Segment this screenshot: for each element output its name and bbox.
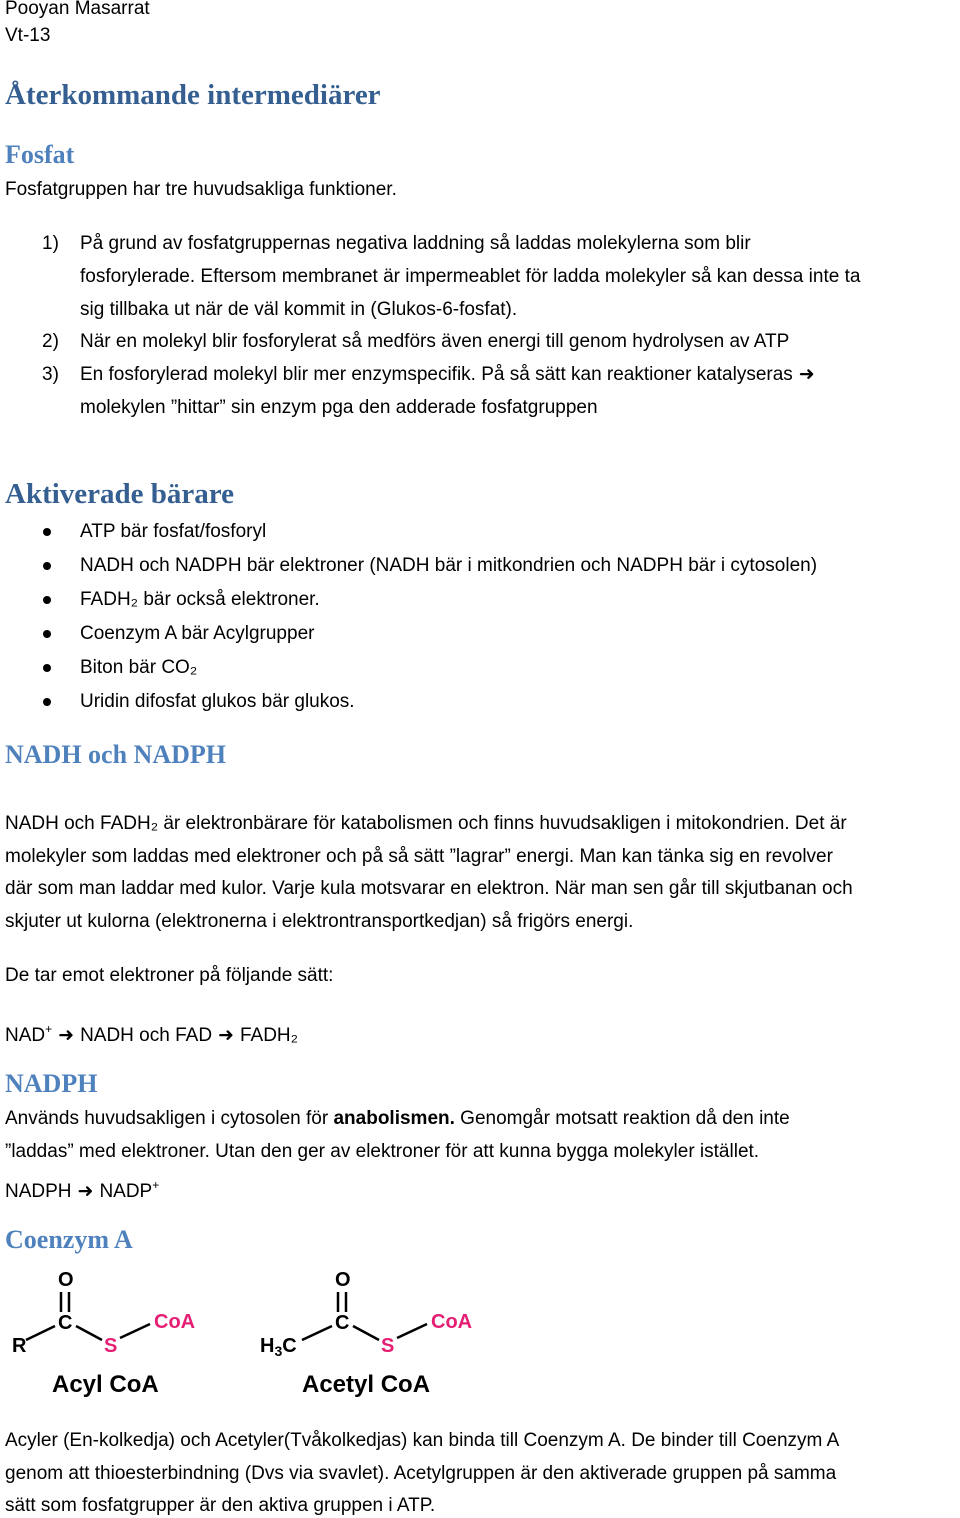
bullet-item: FADH₂ bär också elektroner.: [80, 589, 320, 610]
term-label: Vt-13: [5, 25, 51, 46]
eq-plus: +: [152, 1178, 160, 1192]
nad-equation: [5, 1017, 298, 1048]
eq-fadh2: FADH₂: [239, 1025, 299, 1046]
paragraph-line: molekyler som laddas med elektroner och på så sätt ”lagrar” energi. Man kan tänka sig en revolver: [5, 846, 833, 867]
fosfat-intro: Fosfatgruppen har tre huvudsakliga funktioner.: [5, 179, 397, 200]
paragraph-line: NADH och FADH₂ är elektronbärare för katabolismen och finns huvudsakligen i mitokondrien. Det är: [5, 813, 847, 834]
sulfur-label: S: [381, 1335, 395, 1357]
bold-text: anabolismen.: [333, 1108, 455, 1129]
oxygen-label: O: [335, 1269, 351, 1291]
section-heading-nadph: NADPH: [5, 1069, 98, 1098]
coa-label: CoA: [154, 1311, 196, 1333]
list-item-line: När en molekyl blir fosforylerat så medförs även energi till genom hydrolysen av ATP: [80, 331, 790, 352]
bullet-item: ATP bär fosfat/fosforyl: [80, 521, 267, 542]
list-item-text: En fosforylerad molekyl blir mer enzymspecifik. På så sätt kan reaktioner katalyseras: [80, 364, 793, 385]
acetyl-coa-caption: Acetyl CoA: [302, 1371, 431, 1398]
carbon-label: C: [58, 1312, 73, 1334]
subscript-label: 3: [274, 1343, 283, 1359]
eq-nadph: NADPH: [5, 1181, 72, 1202]
paragraph-line: Acyler (En-kolkedja) och Acetyler(Tvåkolkedjas) kan binda till Coenzym A. De binder till Coenzym A: [5, 1430, 840, 1451]
list-number: 2): [42, 331, 59, 352]
bullet-icon: [43, 698, 51, 706]
bullet-item: Biton bär CO₂: [80, 657, 198, 678]
section-heading-fosfat: Fosfat: [5, 140, 75, 169]
bullet-item: NADH och NADPH bär elektroner (NADH bär i mitkondrien och NADPH bär i cytosolen): [80, 555, 818, 576]
acetyl-coa-structure: [260, 1269, 472, 1398]
r-group-label: R: [12, 1335, 27, 1357]
carbon-label: C: [282, 1335, 297, 1357]
acyl-coa-caption: Acyl CoA: [52, 1371, 159, 1398]
bullet-icon: [43, 596, 51, 604]
acyl-coa-structure: [12, 1269, 195, 1398]
receive-text: De tar emot elektroner på följande sätt:: [5, 965, 334, 986]
list-item-line: [80, 363, 821, 387]
eq-nadp: NADP: [99, 1181, 153, 1202]
list-item-line: fosforylerade. Eftersom membranet är impermeablet för ladda molekyler så kan dessa inte ta: [80, 266, 861, 287]
arrow-right-icon: ➜: [798, 364, 815, 385]
arrow-right-icon: ➜: [58, 1025, 75, 1046]
nadph-equation: [5, 1173, 159, 1204]
paragraph-line: [5, 1107, 790, 1131]
paragraph-line: där som man laddar med kulor. Varje kula motsvarar en elektron. När man sen går till skjutbanan och: [5, 878, 853, 899]
eq-nad: NAD: [5, 1025, 46, 1046]
list-number: 1): [42, 233, 59, 254]
author-name: Pooyan Masarrat: [5, 0, 150, 19]
text-span: Används huvudsakligen i cytosolen för: [5, 1108, 334, 1129]
arrow-right-icon: ➜: [77, 1181, 94, 1202]
bullet-icon: [43, 664, 51, 672]
coa-label: CoA: [431, 1311, 473, 1333]
paragraph-line: sätt som fosfatgrupper är den aktiva gruppen i ATP.: [5, 1495, 436, 1516]
section-heading-nadh: NADH och NADPH: [5, 740, 226, 769]
paragraph-line: skjuter ut kulorna (elektronerna i elektrontransportkedjan) så frigörs energi.: [5, 911, 634, 932]
eq-nadh-fad: NADH och FAD: [80, 1025, 213, 1046]
text-span: Genomgår motsatt reaktion då den inte: [454, 1108, 790, 1129]
hydrogen-label: H: [260, 1335, 275, 1357]
oxygen-label: O: [58, 1269, 74, 1291]
list-item-line: molekylen ”hittar” sin enzym pga den adderade fosfatgruppen: [80, 397, 598, 418]
page-title: Återkommande intermediärer: [5, 79, 381, 111]
list-number: 3): [42, 364, 59, 385]
paragraph-line: ”laddas” med elektroner. Utan den ger av elektroner för att kunna bygga molekyler istället.: [5, 1141, 760, 1162]
list-item-line: sig tillbaka ut när de väl kommit in (Glukos-6-fosfat).: [80, 299, 518, 320]
arrow-right-icon: ➜: [218, 1025, 234, 1046]
paragraph-line: genom att thioesterbindning (Dvs via svavlet). Acetylgruppen är den aktiverade gruppen på samma: [5, 1463, 837, 1484]
bullet-icon: [43, 630, 51, 638]
bullet-item: Uridin difosfat glukos bär glukos.: [80, 691, 355, 712]
section-heading-aktiverade: Aktiverade bärare: [5, 478, 234, 510]
coa-structures-figure: [0, 1262, 520, 1412]
methyl-group-label: [260, 1335, 297, 1359]
bullet-icon: [43, 562, 51, 570]
list-item-line: På grund av fosfatgruppernas negativa laddning så laddas molekylerna som blir: [80, 233, 751, 254]
bullet-icon: [43, 528, 51, 536]
section-heading-coenzym: Coenzym A: [5, 1225, 133, 1254]
bullet-item: Coenzym A bär Acylgrupper: [80, 623, 315, 644]
carbon-label: C: [335, 1312, 350, 1334]
sulfur-label: S: [104, 1335, 118, 1357]
eq-plus: +: [45, 1022, 53, 1036]
